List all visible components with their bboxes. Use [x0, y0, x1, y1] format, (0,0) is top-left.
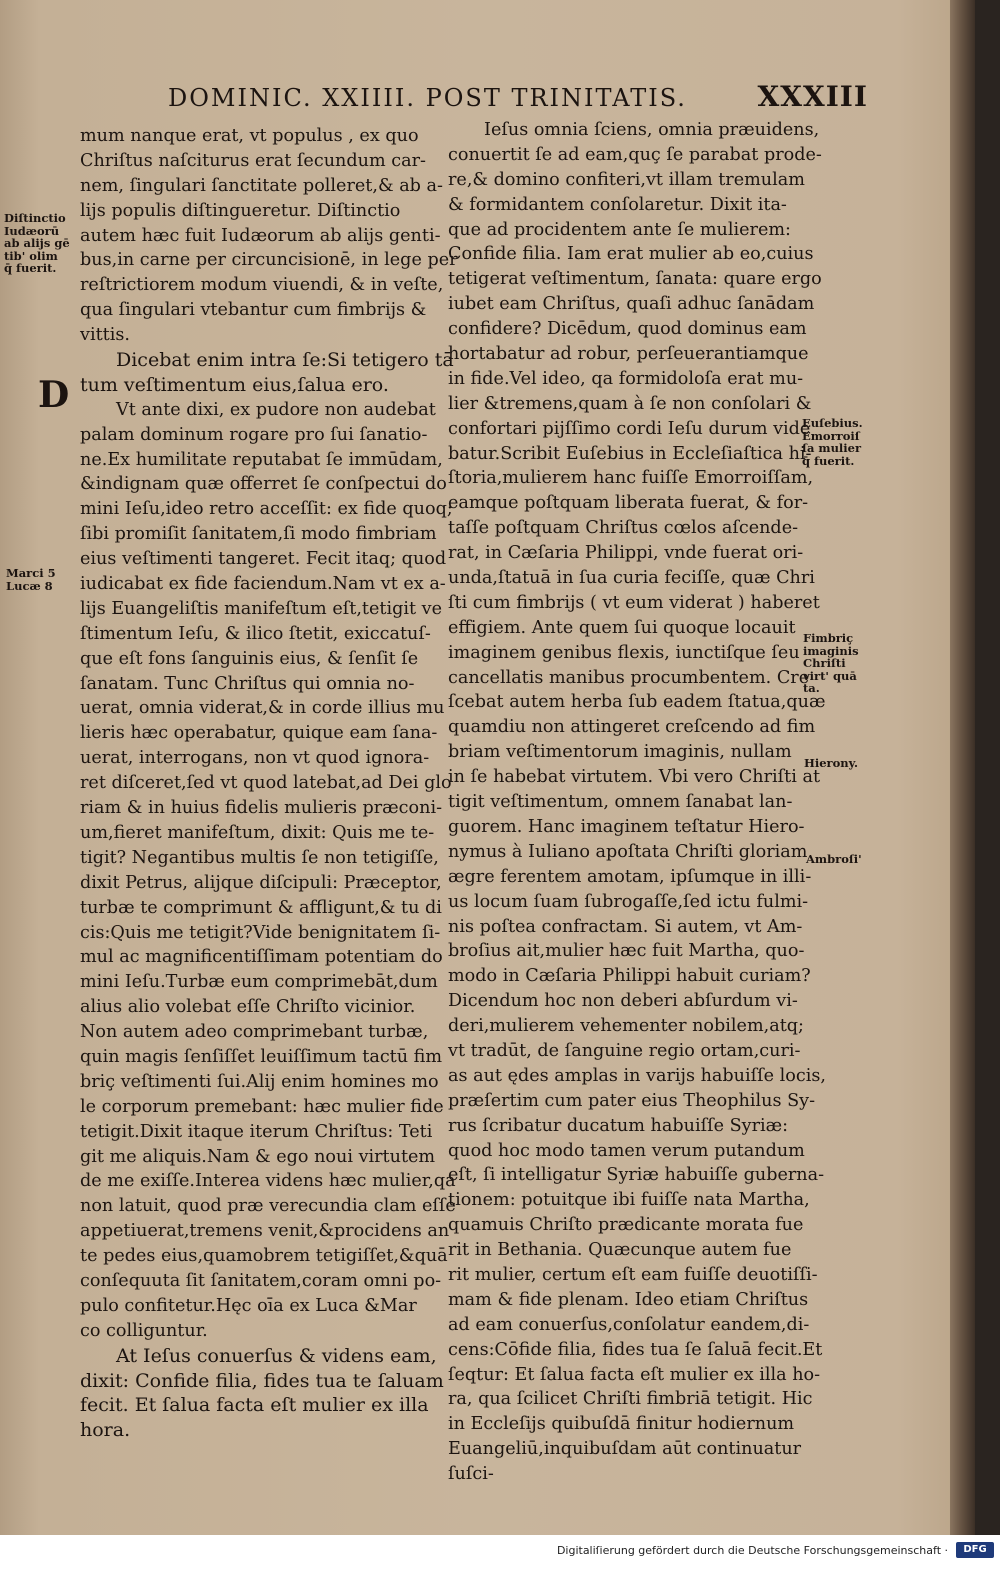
text-line: qua ſingulari vtebantur cum fimbrijs & — [80, 300, 427, 321]
text-line: confidere? Dicēdum, quod dominus eam — [448, 319, 807, 340]
text-line: & formidantem conſolaretur. Dixit ita- — [448, 194, 787, 215]
text-line: us locum ſuam ſubrogaſſe,ſed ictu fulmi- — [448, 891, 809, 912]
text-line: bus,in carne per circuncisionē, in lege per — [80, 250, 458, 271]
text-line: broſius ait,mulier hæc fuit Martha, quo- — [448, 941, 805, 962]
text-line: unda,ſtatuā in ſua curia feciſſe, quæ Chri — [448, 568, 815, 589]
text-line: lijs populis diſtingueretur. Diſtinctio — [80, 200, 401, 221]
text-line: Ieſus omnia ſciens, omnia præuidens, — [484, 120, 820, 140]
text-line: &indignam quæ offerret ſe conſpectui do — [80, 474, 447, 495]
text-line: imaginem genibus flexis, iunctiſque ſeu — [448, 642, 800, 663]
text-line: tionem: potuitque ibi fuiſſe nata Martha, — [448, 1190, 810, 1211]
text-line: mini Ieſu,ideo retro acceſſit: ex fide quoq; — [80, 499, 453, 520]
text-line: dixit: Confide filia, fides tua te ſaluam — [80, 1369, 444, 1392]
text-line: te pedes eius,quamobrem tetigiſſet,&quā — [80, 1246, 448, 1267]
text-line: ra, qua ſcilicet Chriſti fimbriā tetigit. Hic — [448, 1389, 813, 1410]
text-line: ſti cum fimbrijs ( vt eum viderat ) haberet — [448, 592, 820, 613]
text-line: cis:Quis me tetigit?Vide benignitatem ſi- — [80, 922, 441, 943]
text-line: appetiuerat,tremens venit,&procidens an — [80, 1221, 450, 1242]
text-line: ſanatam. Tunc Chriſtus qui omnia no- — [80, 673, 415, 694]
text-line: in ſe habebat virtutem. Vbi vero Chriſti at — [448, 767, 821, 788]
margin-note-fimbriae: Fimbriç imaginis Chriſti virt' quā ta. — [803, 631, 859, 695]
text-line: guorem. Hanc imaginem teſtatur Hiero- — [448, 816, 805, 837]
text-line: riam & in huius fidelis mulieris præconi- — [80, 798, 443, 819]
text-line: lijs Euangeliſtis manifeſtum eſt,tetigit ve — [80, 598, 442, 619]
text-line: Dicendum hoc non deberi abſurdum vi- — [448, 991, 798, 1012]
text-line: non latuit, quod præ verecundia clam eſſe — [80, 1196, 456, 1217]
drop-capital: D — [38, 374, 70, 416]
text-line: ſtimentum Ieſu, & ilico ſtetit, exiccatuſ- — [80, 623, 431, 644]
text-line: At Ieſus conuerſus & videns eam, — [116, 1344, 437, 1367]
text-line: confortari pijſſimo cordi Ieſu durum vide — [448, 418, 811, 439]
text-line: rit in Bethania. Quæcunque autem fue — [448, 1240, 792, 1261]
text-line: mam & fide plenam. Ideo etiam Chriſtus — [448, 1289, 809, 1310]
text-line: ſibi promiſit ſanitatem,ſi modo fimbriam — [80, 524, 437, 545]
page-header — [168, 80, 868, 120]
text-line: conuertit ſe ad eam,quç ſe parabat prode- — [448, 144, 822, 165]
text-line: de me exiſſe.Interea videns hæc mulier,qa — [80, 1171, 456, 1192]
text-line: alius alio volebat eſſe Chriſto vicinior. — [80, 997, 416, 1018]
text-line: eſt, ſi intelligatur Syriæ habuiſſe guberna- — [448, 1165, 825, 1186]
margin-note-eusebius: Euſebius. Emorroiſ ſa mulier q̄ fuerit. — [802, 416, 863, 468]
margin-note-ambrosius: Ambroſi' — [806, 852, 862, 866]
text-line: ſeqtur: Et ſalua facta eſt mulier ex illa ho- — [448, 1364, 821, 1385]
text-line: nymus à Iuliano apoſtata Chriſti gloriam — [448, 841, 808, 862]
text-line: palam dominum rogare pro ſui ſanatio- — [80, 424, 428, 445]
footer-bar — [0, 1535, 1000, 1569]
text-line: que ad procidentem ante ſe mulierem: — [448, 219, 791, 240]
text-line: modo in Cæſaria Philippi habuit curiam? — [448, 966, 811, 987]
text-line: quin magis ſenſiſſet leuiſſimum tactū fim — [80, 1046, 443, 1067]
text-line: turbæ te comprimunt & affligunt,& tu di — [80, 897, 442, 918]
text-line: que eſt fons ſanguinis eius, & ſenſit ſe — [80, 648, 419, 669]
text-line: briç veſtimenti ſui.Alij enim homines mo — [80, 1071, 439, 1092]
text-line: uerat, omnia viderat,& in corde illius mu — [80, 698, 445, 719]
text-line: quamdiu non attingeret creſcendo ad fim — [448, 717, 816, 738]
text-line: ſuſci- — [448, 1464, 494, 1485]
text-line: ſtoria,mulierem hanc fuiſſe Emorroiſſam, — [448, 468, 814, 489]
text-line: eius veſtimenti tangeret. Fecit itaq; quod — [80, 549, 447, 570]
text-line: effigiem. Ante quem ſui quoque locauit — [448, 617, 796, 638]
text-line: dixit Petrus, alijque diſcipuli: Præceptor, — [80, 872, 442, 893]
text-line: hora. — [80, 1419, 131, 1442]
text-line: tigit? Negantibus multis ſe non tetigiſſe, — [80, 847, 439, 868]
text-line: tetigit.Dixit itaque iterum Chriſtus: Teti — [80, 1121, 433, 1142]
text-line: co colliguntur. — [80, 1320, 208, 1341]
text-line: autem hæc fuit Iudæorum ab alijs genti- — [80, 225, 441, 246]
text-line: in fide.Vel ideo, qa formidoloſa erat mu- — [448, 368, 804, 389]
margin-note-distinctio: Diſtinctio Iudæorū ab alijs gē tib' olim q̄ fuerit. — [4, 211, 70, 275]
folio-number: XXXIII — [757, 80, 868, 113]
text-line: rit mulier, certum eſt eam fuiſſe deuotiſſi- — [448, 1264, 818, 1285]
text-line: pulo confitetur.Hęc oīa ex Luca &Mar — [80, 1295, 417, 1316]
left-text-column — [80, 124, 458, 1443]
text-line: hortabatur ad robur, perſeuerantiamque — [448, 344, 809, 365]
text-line: ſcebat autem herba ſub eadem ſtatua,quæ — [448, 692, 826, 713]
right-text-column — [448, 118, 826, 1487]
text-line: mini Ieſu.Turbæ eum comprimebāt,dum — [80, 972, 438, 993]
text-line: præſertim cum pater eius Theophilus Sy- — [448, 1090, 816, 1111]
text-line: nis poſtea confractam. Si autem, vt Am- — [448, 916, 803, 937]
text-line: Chriſtus naſciturus erat ſecundum car- — [80, 150, 426, 171]
text-line: cancellatis manibus procumbentem. Cre — [448, 667, 810, 688]
text-line: git me aliquis.Nam & ego noui virtutem — [80, 1146, 436, 1167]
margin-note-hieronymus: Hierony. — [804, 756, 859, 770]
text-line: vittis. — [80, 325, 130, 346]
text-line: as aut ędes amplas in varijs habuiſſe locis, — [448, 1065, 826, 1086]
text-line: re,& domino confiteri,vt illam tremulam — [448, 169, 805, 190]
text-line: lieris hæc operabatur, quique eam ſana- — [80, 723, 438, 744]
text-line: deri,mulierem vehementer nobilem,atq; — [448, 1016, 804, 1037]
text-line: Dicebat enim intra ſe:Si tetigero tā — [116, 349, 454, 372]
text-line: le corporum premebant: hæc mulier fide — [80, 1096, 444, 1117]
text-line: vt tradūt, de ſanguine regio ortam,curi- — [448, 1040, 801, 1061]
text-line: mum nanque erat, vt populus , ex quo — [80, 126, 419, 146]
text-line: quod hoc modo tamen verum putandum — [448, 1140, 805, 1161]
page-edge — [950, 0, 975, 1535]
text-line: nem, ſingulari ſanctitate polleret,& ab a- — [80, 175, 443, 196]
text-line: cens:Cōfide filia, fides tua ſe ſaluā fecit.Et — [448, 1339, 823, 1360]
text-line: tum veſtimentum eius,ſalua ero. — [80, 373, 389, 396]
text-line: taſſe poſtquam Chriſtus cœlos aſcende- — [448, 518, 799, 539]
text-line: tetigerat veſtimentum, ſanata: quare ergo — [448, 269, 822, 290]
text-line: quamuis Chriſto prædicante morata fue — [448, 1215, 804, 1236]
text-line: um,fieret manifeſtum, dixit: Quis me te- — [80, 822, 435, 843]
text-line: lier &tremens,quam à ſe non conſolari & — [448, 393, 812, 414]
text-line: Vt ante dixi, ex pudore non audebat — [116, 399, 436, 420]
text-line: uerat, interrogans, non vt quod ignora- — [80, 748, 430, 769]
text-line: fecit. Et ſalua facta eſt mulier ex illa — [80, 1394, 429, 1417]
text-line: mul ac magnificentiſſimam potentiam do — [80, 947, 443, 968]
text-line: Confide filia. Iam erat mulier ab eo,cuius — [448, 244, 814, 265]
running-title: DOMINIC. XXIIII. POST TRINITATIS. — [168, 84, 687, 112]
text-line: reſtrictiorem modum viuendi, & in veſte, — [80, 275, 444, 296]
dfg-logo: DFG — [956, 1542, 994, 1558]
text-line: tigit veſtimentum, omnem ſanabat lan- — [448, 792, 793, 813]
text-line: iubet eam Chriſtus, quaſi adhuc ſanādam — [448, 294, 815, 315]
text-line: eamque poſtquam liberata fuerat, & for- — [448, 493, 809, 514]
text-line: conſequuta ſit ſanitatem,coram omni po- — [80, 1270, 442, 1291]
text-line: Non autem adeo comprimebant turbæ, — [80, 1022, 429, 1043]
text-line: iudicabat ex fide faciendum.Nam vt ex a- — [80, 574, 446, 595]
margin-note-gospel-refs: Marci 5 Lucæ 8 — [6, 566, 56, 593]
text-line: Euangeliū,inquibuſdam aūt continuatur — [448, 1439, 802, 1460]
text-line: in Eccleſijs quibuſdā finitur hodiernum — [448, 1414, 795, 1435]
footer-credit: Digitaliſierung gefördert durch die Deutsche Forschungsgemeinschaft · — [556, 1544, 948, 1557]
text-line: ret diſceret,ſed vt quod latebat,ad Dei glo — [80, 773, 452, 794]
text-line: ægre ferentem amotam, ipſumque in illi- — [448, 866, 812, 887]
text-line: briam veſtimentorum imaginis, nullam — [448, 742, 792, 763]
text-line: ad eam conuerſus,conſolatur eandem,di- — [448, 1314, 810, 1335]
text-line: rus ſcribatur ducatum habuiſſe Syriæ: — [448, 1115, 789, 1136]
text-line: ne.Ex humilitate reputabat ſe immūdam, — [80, 449, 443, 470]
text-line: batur.Scribit Euſebius in Eccleſiaſtica hi- — [448, 443, 812, 464]
text-line: rat, in Cæſaria Philippi, vnde fuerat ori- — [448, 543, 804, 564]
